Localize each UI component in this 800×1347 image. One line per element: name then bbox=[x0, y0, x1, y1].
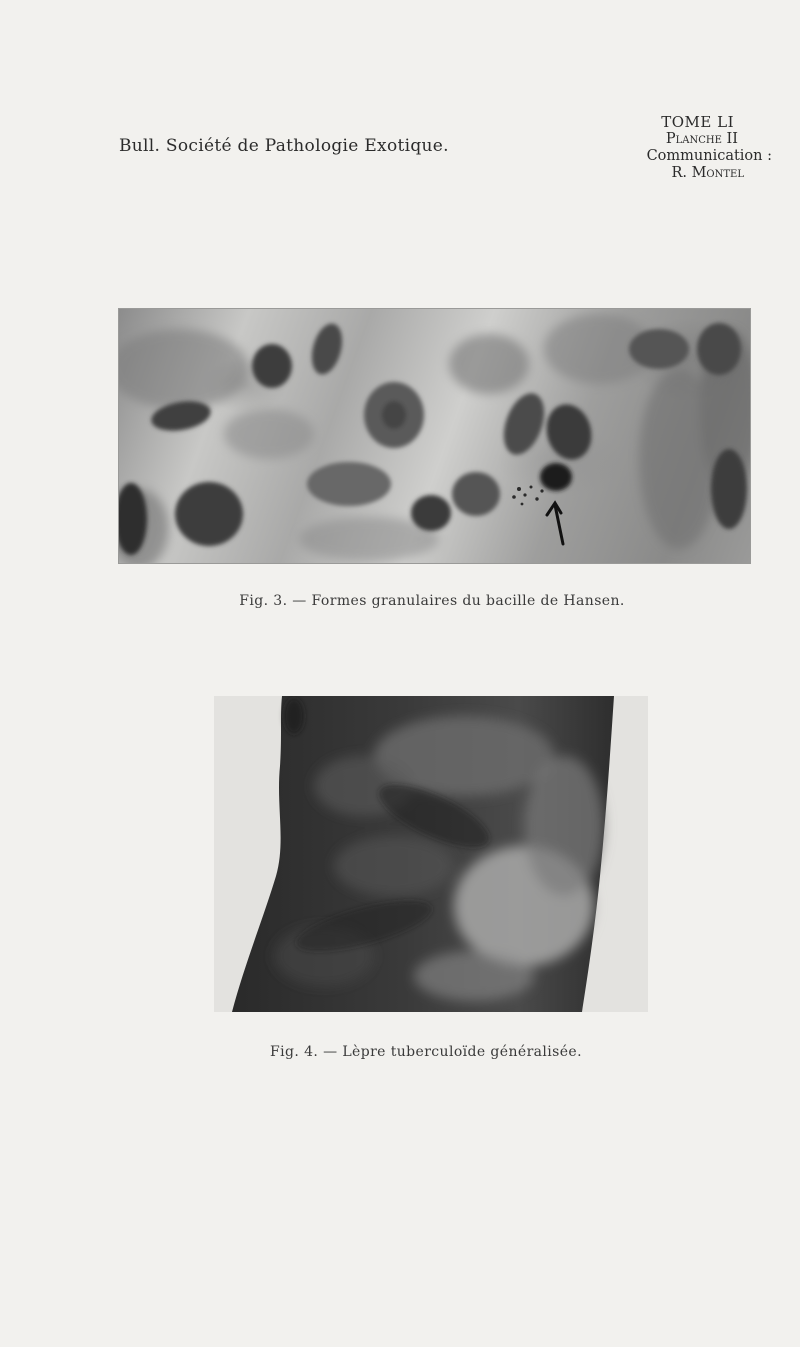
photograph-illustration bbox=[214, 696, 648, 1012]
communication-label: Communication : bbox=[646, 148, 772, 164]
figure-4-photograph bbox=[214, 696, 648, 1012]
journal-title: Bull. Société de Pathologie Exotique. bbox=[119, 136, 449, 156]
author-label: R. Montel bbox=[671, 165, 744, 181]
planche-label: Planche II bbox=[665, 131, 738, 147]
plate-header bbox=[572, 114, 772, 182]
micrograph-illustration bbox=[119, 309, 750, 563]
figure-3-micrograph bbox=[119, 309, 750, 563]
figure-4-caption: Fig. 4. — Lèpre tuberculoïde généralisée. bbox=[270, 1044, 582, 1060]
tome-label: TOME LI bbox=[661, 113, 734, 131]
figure-3-caption: Fig. 3. — Formes granulaires du bacille de Hansen. bbox=[239, 593, 625, 609]
